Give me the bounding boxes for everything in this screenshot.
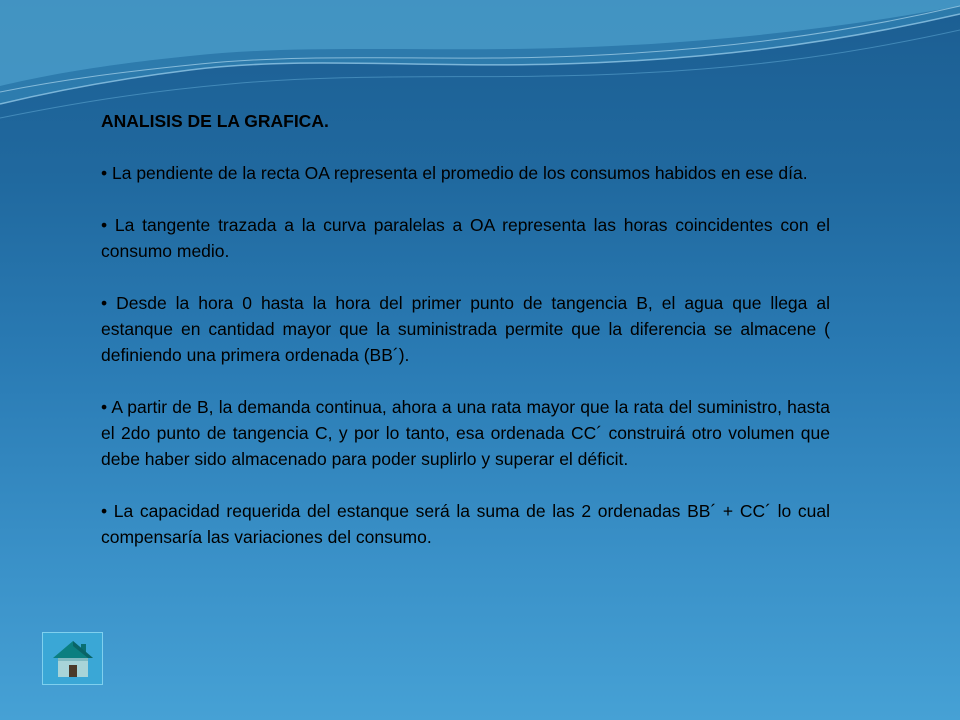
bullet-paragraph-5: • La capacidad requerida del estanque será la suma de las 2 ordenadas BB´ + CC´ lo cual compensaría las variaciones del consumo. xyxy=(101,501,830,547)
bullet-paragraph-1: • La pendiente de la recta OA representa el promedio de los consumos habidos en ese día. xyxy=(101,163,808,183)
slide-heading: ANALISIS DE LA GRAFICA. xyxy=(101,111,329,131)
home-button[interactable] xyxy=(42,632,103,685)
bullet-paragraph-4: • A partir de B, la demanda continua, ahora a una rata mayor que la rata del suministro, hasta el 2do punto de tangencia C, y por lo tanto, esa ordenada CC´ construirá otro volumen que debe haber sido almacenado para poder suplirlo y superar el déficit. xyxy=(101,397,830,469)
bullet-paragraph-2: • La tangente trazada a la curva paralelas a OA representa las horas coincidentes con el consumo medio. xyxy=(101,215,830,261)
slide-content xyxy=(101,108,830,576)
bullet-paragraph-3: • Desde la hora 0 hasta la hora del primer punto de tangencia B, el agua que llega al estanque en cantidad mayor que la suministrada permite que la diferencia se almacene ( definiendo una primera ordenada (BB´). xyxy=(101,293,830,365)
home-icon xyxy=(52,639,94,679)
